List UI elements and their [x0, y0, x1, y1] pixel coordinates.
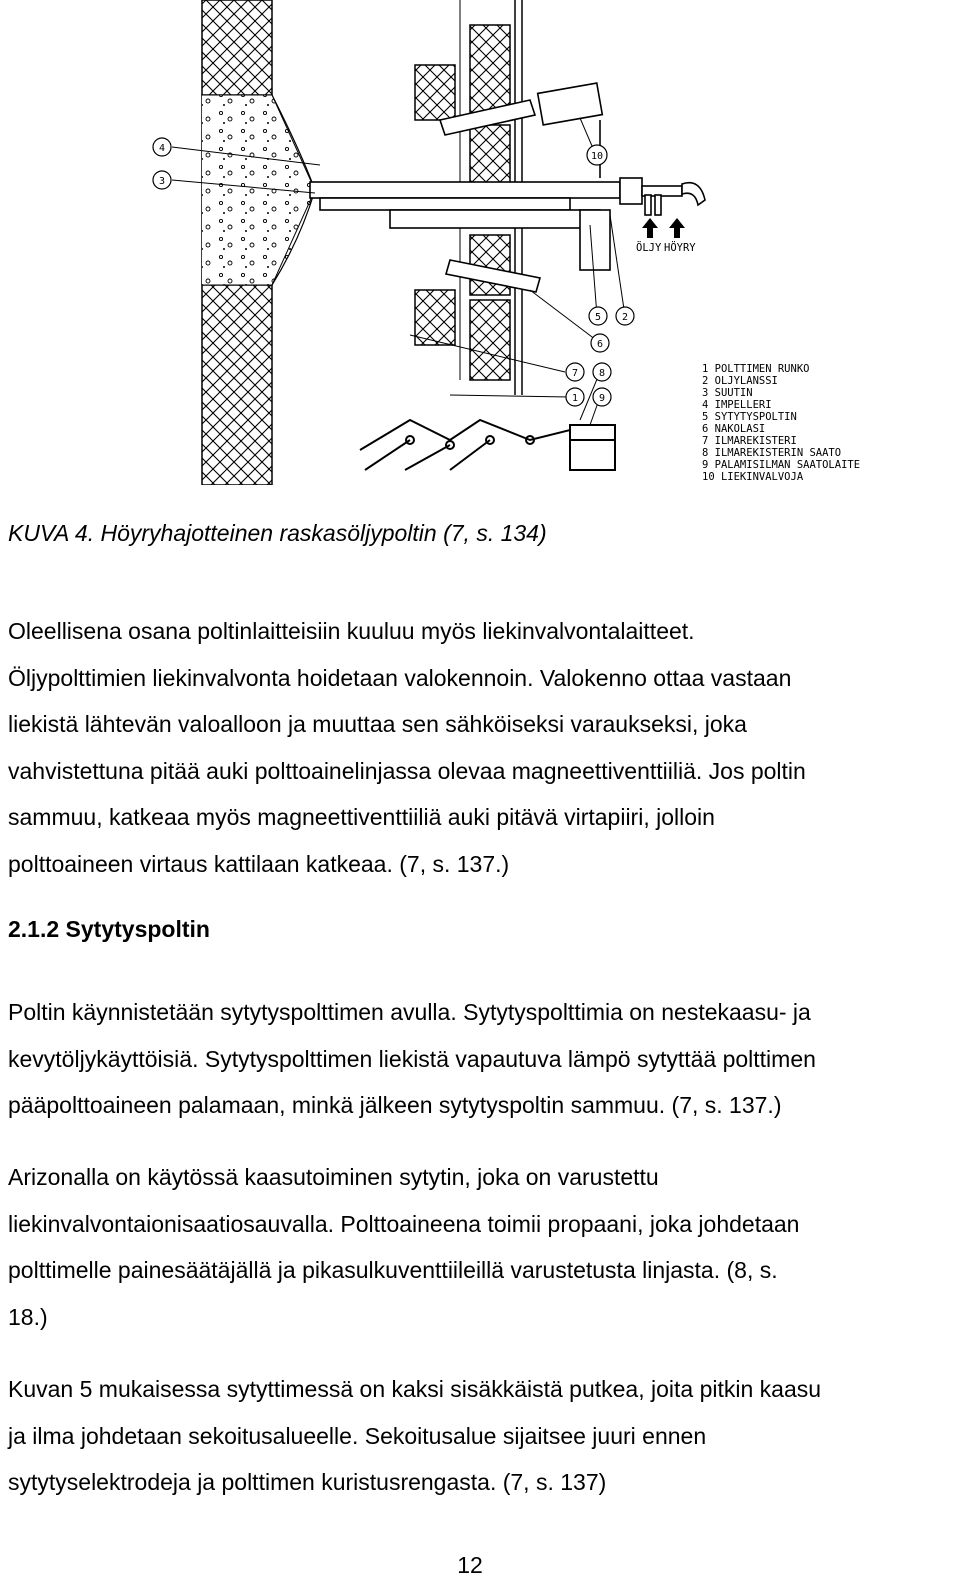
figure-caption: KUVA 4. Höyryhajotteinen raskasöljypoltin (7, s. 134)	[8, 520, 547, 546]
text-line: Oleellisena osana poltinlaitteisiin kuuluu myös liekinvalvontalaitteet.	[8, 618, 695, 644]
text-line: Kuvan 5 mukaisessa sytyttimessä on kaksi sisäkkäistä putkea, joita pitkin kaasu	[8, 1376, 822, 1402]
legend-item: 6 NAKOLASI	[702, 423, 766, 435]
callout-6	[591, 334, 609, 352]
svg-text:9: 9	[598, 393, 606, 404]
page-number: 12	[457, 1552, 483, 1578]
svg-text:10: 10	[590, 151, 604, 162]
svg-text:5: 5	[594, 312, 602, 323]
legend-item: 2 OLJYLANSSI	[702, 375, 778, 387]
callout-8	[593, 363, 611, 381]
parts-legend	[702, 363, 860, 483]
svg-text:8: 8	[598, 368, 606, 379]
legend-item: 3 SUUTIN	[702, 387, 753, 399]
svg-text:1: 1	[571, 393, 579, 404]
text-line: pääpolttoaineen palamaan, minkä jälkeen sytytyspoltin sammuu. (7, s. 137.)	[8, 1092, 782, 1118]
legend-item: 4 IMPELLERI	[702, 399, 772, 411]
legend-item: 8 ILMAREKISTERIN SAATO	[702, 447, 842, 459]
paragraph-flame-monitoring	[8, 608, 958, 887]
svg-text:3: 3	[158, 176, 166, 187]
steam-label: HÖYRY	[664, 242, 696, 254]
supply-arrows	[636, 218, 696, 254]
text-line: vahvistettuna pitää auki polttoainelinjassa olevaa magneettiventtiiliä. Jos poltin	[8, 757, 806, 784]
text-line: Poltin käynnistetään sytytyspolttimen avulla. Sytytyspolttimia on nestekaasu- ja	[8, 999, 811, 1025]
oil-label: ÖLJY	[636, 242, 662, 254]
callout-9	[593, 388, 611, 406]
callout-7	[566, 363, 584, 381]
left-wall	[202, 0, 315, 485]
callout-10	[587, 145, 607, 165]
legend-item: 7 ILMAREKISTERI	[702, 435, 797, 447]
text-line: kevytöljykäyttöisiä. Sytytyspolttimen liekistä vapautuva lämpö sytyttää polttimen	[8, 1045, 816, 1072]
text-line: Öljypolttimien liekinvalvonta hoidetaan valokennoin. Valokenno ottaa vastaan	[8, 664, 792, 691]
callout-4	[153, 138, 171, 156]
text-line: 18.)	[8, 1303, 48, 1330]
svg-text:7: 7	[571, 368, 579, 379]
text-line: ja ilma johdetaan sekoitusalueelle. Sekoitusalue sijaitsee juuri ennen	[8, 1422, 707, 1449]
text-line: sytytyselektrodeja ja polttimen kuristusrengasta. (7, s. 137)	[8, 1469, 607, 1495]
section-heading: 2.1.2 Sytytyspoltin	[8, 916, 210, 942]
text-line: polttimelle painesäätäjällä ja pikasulkuventtiileillä varustetusta linjasta. (8, s.	[8, 1257, 778, 1283]
callout-5	[589, 307, 607, 325]
text-line: liekinvalvontaionisaatiosauvalla. Polttoaineena toimii propaani, joka johdetaan	[8, 1210, 800, 1237]
paragraph-figure5	[8, 1366, 958, 1506]
burner-diagram	[150, 0, 890, 485]
svg-text:2: 2	[621, 312, 629, 323]
legend-item: 5 SYTYTYSPOLTIN	[702, 411, 797, 423]
legend-item: 10 LIEKINVALVOJA	[702, 471, 804, 483]
svg-text:6: 6	[596, 339, 604, 350]
damper-linkage	[360, 420, 615, 470]
text-line: polttoaineen virtaus kattilaan katkeaa. (7, s. 137.)	[8, 850, 510, 877]
legend-item: 9 PALAMISILMAN SAATOLAITE	[702, 459, 861, 471]
text-line: liekistä lähtevän valoalloon ja muuttaa sen sähköiseksi varaukseksi, joka	[8, 711, 747, 737]
paragraph-arizona	[8, 1154, 958, 1340]
svg-text:4: 4	[158, 143, 166, 154]
callout-1	[566, 388, 584, 406]
paragraph-igniter	[8, 989, 958, 1129]
text-line: Arizonalla on käytössä kaasutoiminen sytytin, joka on varustettu	[8, 1164, 659, 1190]
callout-3	[153, 171, 171, 189]
text-line: sammuu, katkeaa myös magneettiventtiiliä auki pitävä virtapiiri, jolloin	[8, 804, 715, 830]
callout-2	[616, 307, 634, 325]
legend-item: 1 POLTTIMEN RUNKO	[702, 363, 810, 375]
